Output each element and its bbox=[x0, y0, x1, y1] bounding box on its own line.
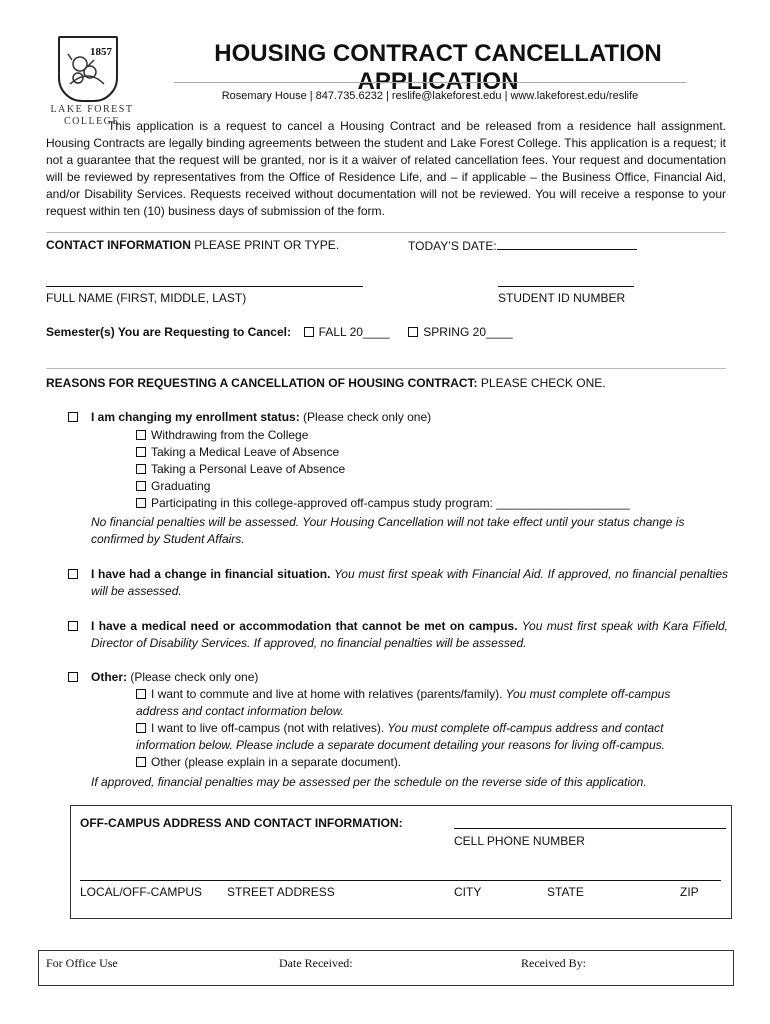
other-options bbox=[136, 686, 716, 771]
financial-note: You must first speak with Financial Aid. If approved, no financial penalties will be assessed. bbox=[91, 567, 729, 598]
full-name-label: FULL NAME (FIRST, MIDDLE, LAST) bbox=[46, 291, 247, 305]
enrollment-options bbox=[136, 427, 726, 512]
fall-checkbox[interactable] bbox=[304, 327, 314, 337]
other-checkbox[interactable] bbox=[68, 672, 78, 682]
enrollment-reason bbox=[68, 409, 728, 426]
medical-checkbox[interactable] bbox=[68, 621, 78, 631]
list-item bbox=[136, 427, 726, 444]
medical-leave-checkbox[interactable] bbox=[136, 447, 146, 457]
list-item bbox=[136, 754, 716, 771]
option-label: Graduating bbox=[151, 479, 211, 493]
option-label: Other (please explain in a separate document). bbox=[151, 755, 402, 769]
address-field[interactable] bbox=[80, 880, 721, 881]
enrollment-checkbox[interactable] bbox=[68, 412, 78, 422]
option-note: You must complete off-campus address and contact information below. Please include a separate document detailing your reasons for living off-campus. bbox=[136, 721, 665, 752]
other-reason bbox=[68, 669, 728, 686]
contact-heading-bold: CONTACT INFORMATION bbox=[46, 238, 191, 252]
financial-label: I have had a change in financial situation. bbox=[91, 567, 331, 581]
financial-checkbox[interactable] bbox=[68, 569, 78, 579]
todays-date bbox=[408, 237, 637, 255]
contact-line: Rosemary House | 847.735.6232 | reslife@lakeforest.edu | www.lakeforest.edu/reslife bbox=[221, 90, 639, 102]
commute-checkbox[interactable] bbox=[136, 689, 146, 699]
local-label: LOCAL/OFF-CAMPUS bbox=[80, 885, 203, 899]
logo-name-line-1: LAKE FOREST bbox=[50, 104, 134, 115]
option-label: I want to live off-campus (not with relatives). bbox=[151, 721, 385, 735]
personal-leave-checkbox[interactable] bbox=[136, 464, 146, 474]
reasons-heading-rest: PLEASE CHECK ONE. bbox=[477, 376, 606, 390]
date-received-label: Date Received: bbox=[279, 956, 353, 970]
zip-label: ZIP bbox=[680, 885, 699, 899]
todays-date-label: TODAY’S DATE: bbox=[408, 239, 497, 253]
other-label-rest: (Please check only one) bbox=[127, 670, 259, 684]
reasons-heading bbox=[46, 375, 606, 392]
enrollment-note: No financial penalties will be assessed. Your Housing Cancellation will not take effect until your status change is confirmed by Student Affairs. bbox=[91, 515, 685, 546]
section-divider bbox=[46, 368, 726, 369]
enrollment-label-rest: (Please check only one) bbox=[299, 410, 432, 424]
list-item bbox=[136, 461, 726, 478]
college-logo bbox=[50, 36, 134, 128]
title-divider bbox=[174, 82, 686, 83]
full-name-field[interactable] bbox=[46, 286, 363, 287]
list-item bbox=[136, 686, 716, 720]
logo-name-line-2: COLLEGE bbox=[63, 116, 121, 127]
semester-label: Semester(s) You are Requesting to Cancel: bbox=[46, 325, 291, 339]
other-label: Other: bbox=[91, 670, 127, 684]
list-item bbox=[136, 495, 726, 512]
study-abroad-checkbox[interactable] bbox=[136, 498, 146, 508]
street-label: STREET ADDRESS bbox=[227, 885, 335, 899]
contact-heading bbox=[46, 237, 339, 254]
spring-label: SPRING 20____ bbox=[423, 325, 513, 339]
received-by-label: Received By: bbox=[521, 956, 586, 970]
student-id-label: STUDENT ID NUMBER bbox=[498, 291, 626, 305]
page-title: HOUSING CONTRACT CANCELLATION APPLICATION bbox=[214, 40, 662, 95]
todays-date-field[interactable] bbox=[497, 237, 637, 250]
option-label: Taking a Medical Leave of Absence bbox=[151, 445, 340, 459]
city-label: CITY bbox=[454, 885, 482, 899]
intro-text: This application is a request to cancel a Housing Contract and be released from a residence hall assignment. Housing Contracts are legally binding agreements between the student and Lake Forest College. This application is a request; it not a guarantee that the request will be granted, nor is it a waiver of related cancellation fees. Your request and documentation will be reviewed by representatives from the Office of Residence Life, and – if applicable – the Business Office, Financial Aid, and/or Disability Services. Requests received without documentation will not be reviewed. You will receive a response to your request within ten (10) business days of submission of the form. bbox=[46, 119, 726, 218]
list-item bbox=[136, 720, 716, 754]
financial-reason bbox=[68, 566, 728, 600]
option-label: Taking a Personal Leave of Absence bbox=[151, 462, 346, 476]
other-note: If approved, financial penalties may be assessed per the schedule on the reverse side of this application. bbox=[91, 775, 647, 789]
other-explain-checkbox[interactable] bbox=[136, 757, 146, 767]
option-label: I want to commute and live at home with relatives (parents/family). bbox=[151, 687, 503, 701]
contact-heading-rest: PLEASE PRINT OR TYPE. bbox=[190, 238, 340, 252]
off-campus-checkbox[interactable] bbox=[136, 723, 146, 733]
cell-phone-field[interactable] bbox=[454, 828, 726, 829]
enrollment-label: I am changing my enrollment status: bbox=[91, 410, 300, 424]
spring-checkbox[interactable] bbox=[408, 327, 418, 337]
medical-label: I have a medical need or accommodation that cannot be met on campus. bbox=[91, 619, 518, 633]
list-item bbox=[136, 478, 726, 495]
list-item bbox=[136, 444, 726, 461]
section-divider bbox=[46, 232, 726, 233]
reasons-heading-bold: REASONS FOR REQUESTING A CANCELLATION OF HOUSING CONTRACT: bbox=[46, 376, 478, 390]
semester-row bbox=[46, 324, 513, 341]
option-label: Participating in this college-approved off-campus study program: ____________________ bbox=[151, 496, 630, 510]
state-label: STATE bbox=[547, 885, 584, 899]
off-campus-heading: OFF-CAMPUS ADDRESS AND CONTACT INFORMATION: bbox=[80, 816, 403, 830]
medical-reason bbox=[68, 618, 728, 652]
student-id-field[interactable] bbox=[498, 286, 634, 287]
office-use-box bbox=[38, 950, 734, 986]
off-campus-box bbox=[70, 805, 732, 919]
logo-year: 1857 bbox=[90, 46, 112, 58]
option-note: You must complete off-campus address and contact information below. bbox=[136, 687, 671, 718]
medical-note: You must first speak with Kara Fifield, Director of Disability Services. If approved, no financial penalties will be assessed. bbox=[91, 619, 728, 650]
cell-phone-label: CELL PHONE NUMBER bbox=[454, 834, 585, 848]
for-office-label: For Office Use bbox=[46, 956, 118, 970]
fall-label: FALL 20____ bbox=[318, 325, 390, 339]
intro-paragraph bbox=[46, 118, 726, 220]
crest-icon bbox=[58, 36, 118, 102]
graduating-checkbox[interactable] bbox=[136, 481, 146, 491]
withdraw-checkbox[interactable] bbox=[136, 430, 146, 440]
option-label: Withdrawing from the College bbox=[151, 428, 309, 442]
